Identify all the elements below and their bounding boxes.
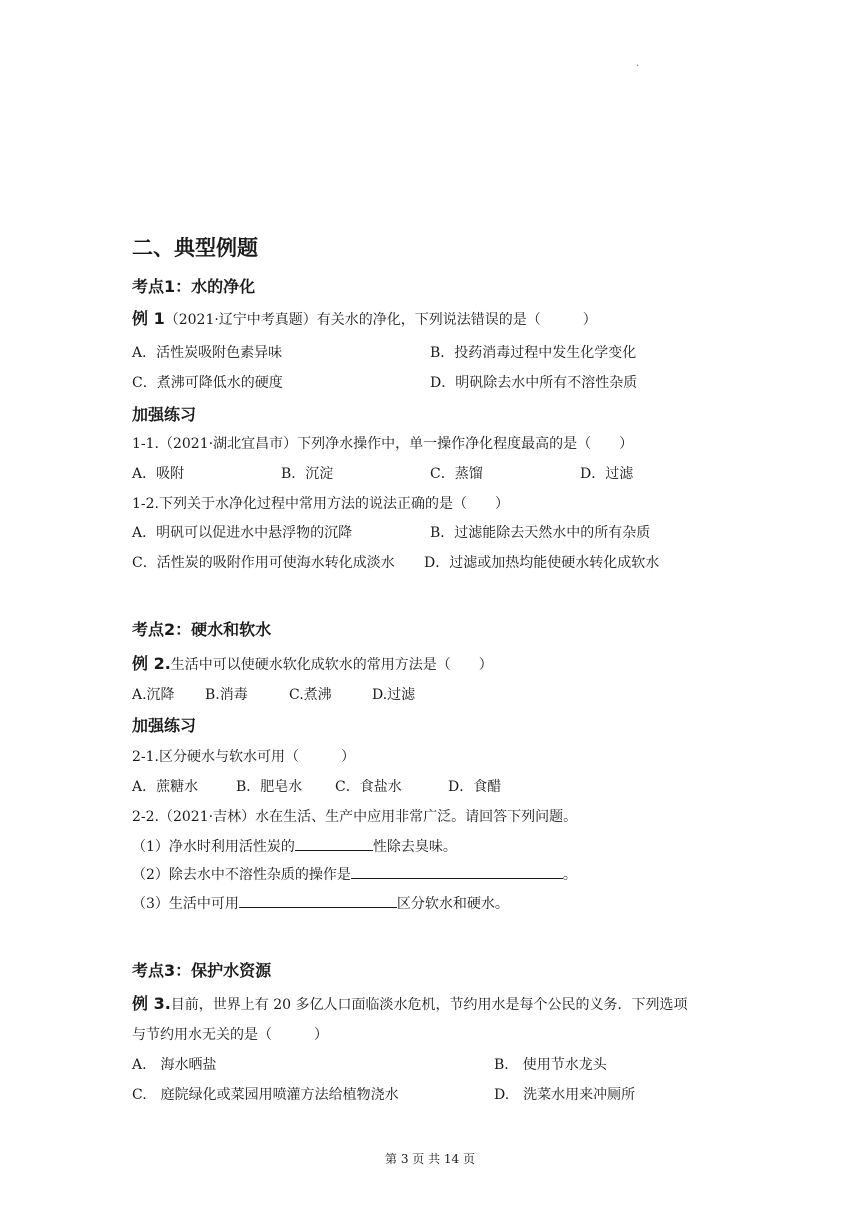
example3-option-a: A. 海水晒盐 <box>132 1057 217 1073</box>
example3-question-line1 <box>132 991 688 1014</box>
example3-option-c: C. 庭院绿化或菜园用喷灌方法给植物浇水 <box>132 1087 399 1103</box>
example2-option-c: C.煮沸 <box>289 687 332 703</box>
practice-2-1-option-b: B．肥皂水 <box>236 779 303 795</box>
practice-2-2-sub2 <box>132 864 577 884</box>
sub2-text-before: （2）除去水中不溶性杂质的操作是 <box>132 867 351 883</box>
example2-option-a: A.沉降 <box>132 687 175 703</box>
top-dot-mark: . <box>636 58 640 69</box>
sub3-text-after: 区分软水和硬水。 <box>396 896 509 912</box>
practice-1-2-option-a: A．明矾可以促进水中悬浮物的沉降 <box>132 525 353 541</box>
practice-1-1-question: 1-1.（2021·湖北宜昌市）下列净水操作中，单一操作净化程度最高的是（ ） <box>132 436 634 452</box>
sub1-text-before: （1）净水时利用活性炭的 <box>132 839 295 855</box>
example2-text: 生活中可以使硬水软化成软水的常用方法是（ ） <box>170 657 493 673</box>
sub3-text-before: （3）生活中可用 <box>132 896 239 912</box>
practice-1-2-option-c: C．活性炭的吸附作用可使海水转化成淡水 <box>132 555 395 571</box>
sub2-text-after: 。 <box>562 867 577 883</box>
practice1-title: 加强练习 <box>132 405 197 424</box>
example1-question <box>132 306 597 329</box>
example1-label: 例 1 <box>132 309 165 328</box>
page-footer: 第 3 页 共 14 页 <box>385 1152 475 1166</box>
example1-option-d: D．明矾除去水中所有不溶性杂质 <box>430 375 638 391</box>
practice2-title: 加强练习 <box>132 716 197 735</box>
example3-option-b: B. 使用节水龙头 <box>494 1057 607 1073</box>
example1-option-b: B．投药消毒过程中发生化学变化 <box>430 345 637 361</box>
sub3-answer-blank[interactable] <box>239 893 397 908</box>
example3-option-d: D. 洗菜水用来冲厕所 <box>494 1087 636 1103</box>
practice-1-2-option-b: B．过滤能除去天然水中的所有杂质 <box>430 525 651 541</box>
example2-option-b: B.消毒 <box>205 687 248 703</box>
section-title: 二、典型例题 <box>132 236 258 260</box>
example1-text: （2021·辽宁中考真题）有关水的净化，下列说法错误的是（ ） <box>164 312 597 328</box>
practice-2-1-option-a: A．蔗糖水 <box>132 779 199 795</box>
example2-label: 例 2. <box>132 654 171 673</box>
practice-1-1-option-b: B．沉淀 <box>281 466 334 482</box>
practice-1-1-option-d: D．过滤 <box>580 466 634 482</box>
point3-title: 考点3：保护水资源 <box>132 961 272 980</box>
practice-2-2-sub1 <box>132 836 457 856</box>
sub1-text-after: 性除去臭味。 <box>372 839 457 855</box>
point1-title: 考点1：水的净化 <box>132 277 256 296</box>
practice-2-2-question: 2-2.（2021·吉林）水在生活、生产中应用非常广泛。请回答下列问题。 <box>132 809 578 825</box>
sub2-answer-blank[interactable] <box>351 864 563 879</box>
practice-2-1-question: 2-1.区分硬水与软水可用（ ） <box>132 749 355 765</box>
example2-option-d: D.过滤 <box>372 687 416 703</box>
practice-1-2-question: 1-2.下列关于水净化过程中常用方法的说法正确的是（ ） <box>132 496 509 512</box>
example3-text-line1: 目前，世界上有 20 多亿人口面临淡水危机，节约用水是每个公民的义务．下列选项 <box>170 997 688 1013</box>
point2-title: 考点2：硬水和软水 <box>132 620 272 639</box>
example1-option-c: C．煮沸可降低水的硬度 <box>132 375 283 391</box>
example3-question-line2: 与节约用水无关的是（ ） <box>132 1027 328 1043</box>
practice-1-1-option-c: C．蒸馏 <box>430 466 483 482</box>
practice-2-1-option-d: D．食醋 <box>448 779 502 795</box>
example1-option-a: A．活性炭吸附色素异味 <box>132 345 283 361</box>
practice-2-1-option-c: C．食盐水 <box>335 779 402 795</box>
practice-2-2-sub3 <box>132 893 509 913</box>
sub1-answer-blank[interactable] <box>295 836 373 851</box>
practice-1-1-option-a: A．吸附 <box>132 466 185 482</box>
example3-label: 例 3. <box>132 994 171 1013</box>
example2-question <box>132 651 493 674</box>
practice-1-2-option-d: D．过滤或加热均能使硬水转化成软水 <box>424 555 660 571</box>
